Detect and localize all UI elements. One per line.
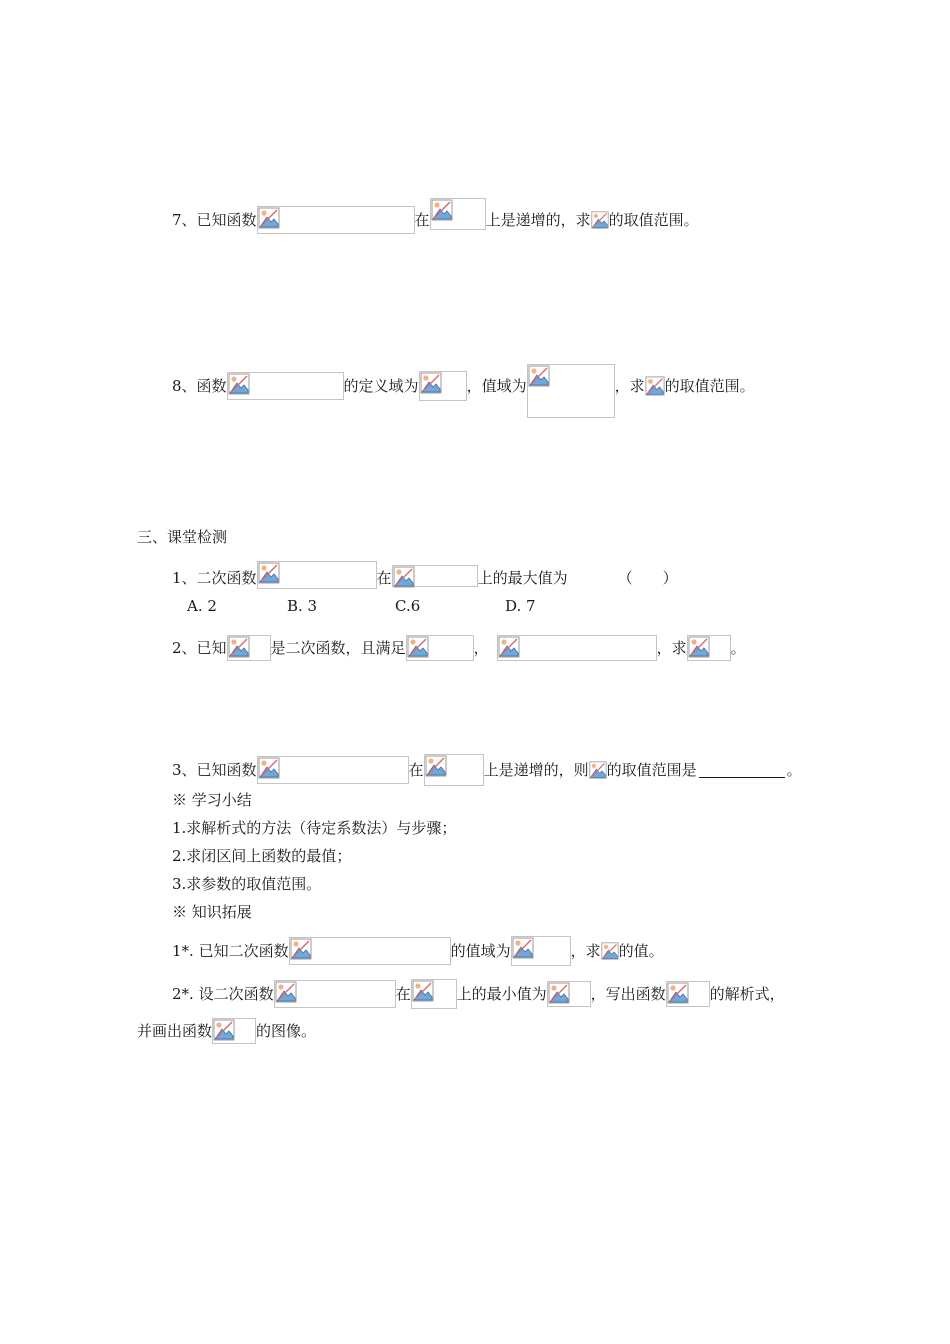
broken-image-icon	[228, 636, 250, 658]
formula-image	[589, 760, 607, 780]
check-2	[172, 635, 746, 661]
formula-image	[212, 1018, 256, 1044]
check-2-text-1: 是二次函数，且满足	[270, 639, 406, 657]
question-8-lead: 8、函数	[172, 377, 227, 395]
broken-image-icon	[645, 376, 665, 396]
summary-item-text: 2.求闭区间上函数的最值；	[172, 847, 352, 865]
formula-image	[227, 635, 271, 661]
broken-image-icon	[228, 373, 250, 395]
formula-image	[430, 198, 486, 230]
extend-2-text-3: ，写出函数	[590, 985, 666, 1003]
option-a: A. 2	[187, 597, 217, 615]
broken-image-icon	[688, 636, 710, 658]
extend-title-text: ※ 知识拓展	[172, 903, 252, 921]
check-3-text-2: 上是递增的，则	[483, 761, 589, 779]
formula-image	[257, 206, 415, 234]
summary-item	[172, 846, 351, 866]
extend-1-text-3: 的值。	[618, 942, 664, 960]
broken-image-icon	[258, 757, 280, 779]
check-3-lead: 3、已知函数	[172, 761, 257, 779]
option-b: B. 3	[287, 597, 318, 615]
extend-1	[172, 936, 664, 966]
broken-image-icon	[393, 566, 415, 588]
question-7-lead: 7、已知函数	[172, 211, 257, 229]
broken-image-icon	[213, 1019, 235, 1041]
extend-1-lead: 1*. 已知二次函数	[172, 942, 289, 960]
summary-title	[172, 790, 252, 810]
formula-image	[666, 981, 710, 1007]
formula-image	[419, 371, 467, 401]
formula-image	[392, 565, 478, 587]
check-1	[172, 567, 678, 589]
extend-1-text-1: 的值域为	[450, 942, 511, 960]
formula-image	[406, 635, 474, 661]
formula-image	[601, 941, 619, 961]
formula-image	[497, 635, 657, 661]
formula-image	[274, 980, 396, 1008]
broken-image-icon	[431, 199, 453, 221]
summary-title-text: ※ 学习小结	[172, 791, 252, 809]
broken-image-icon	[258, 562, 280, 584]
question-8-text-1: 的定义域为	[343, 377, 419, 395]
formula-image	[257, 756, 409, 784]
question-7-text-2: 上是递增的，求	[485, 211, 591, 229]
extend-2-continued	[137, 1018, 316, 1044]
broken-image-icon	[601, 941, 619, 961]
formula-image	[227, 372, 344, 400]
check-2-lead: 2、已知	[172, 639, 227, 657]
question-7-text-3: 的取值范围。	[608, 211, 699, 229]
question-8-text-4: 的取值范围。	[664, 377, 755, 395]
broken-image-icon	[528, 365, 550, 387]
broken-image-icon	[275, 981, 297, 1003]
check-2-text-3: ，求	[656, 639, 687, 657]
formula-image	[289, 937, 451, 965]
check-2-text-2: ，	[473, 639, 489, 657]
broken-image-icon	[420, 372, 442, 394]
broken-image-icon	[667, 982, 689, 1004]
broken-image-icon	[512, 937, 534, 959]
question-8	[172, 354, 755, 418]
broken-image-icon	[412, 980, 434, 1002]
extend-2-lead: 2*. 设二次函数	[172, 985, 274, 1003]
broken-image-icon	[258, 207, 280, 229]
formula-image	[527, 364, 615, 418]
check-3-text-1: 在	[408, 761, 424, 779]
broken-image-icon	[425, 755, 447, 777]
question-8-text-3: ，求	[614, 377, 645, 395]
formula-image	[645, 376, 665, 396]
summary-item	[172, 818, 456, 838]
check-1-options	[187, 596, 536, 616]
formula-image	[687, 635, 731, 661]
formula-image	[591, 211, 609, 229]
option-c: C.6	[395, 597, 421, 615]
question-7	[172, 206, 699, 234]
summary-item-text: 1.求解析式的方法（待定系数法）与步骤；	[172, 819, 457, 837]
check-2-text-4: 。	[730, 639, 746, 657]
check-1-text-1: 在	[376, 569, 392, 587]
formula-image	[257, 561, 377, 589]
check-1-lead: 1、二次函数	[172, 569, 257, 587]
option-d: D. 7	[505, 597, 536, 615]
extend-2b-text-1: 并画出函数	[137, 1022, 213, 1040]
formula-image	[511, 936, 571, 966]
broken-image-icon	[589, 760, 607, 780]
extend-2	[172, 979, 785, 1009]
section-3-title-text: 三、课堂检测	[137, 528, 228, 546]
extend-2-text-1: 在	[395, 985, 411, 1003]
formula-image	[424, 754, 484, 786]
summary-item	[172, 874, 321, 894]
broken-image-icon	[498, 636, 520, 658]
broken-image-icon	[591, 211, 609, 229]
answer-blank	[699, 763, 785, 778]
broken-image-icon	[548, 982, 570, 1004]
question-8-text-2: ，值域为	[466, 377, 527, 395]
check-3	[172, 754, 802, 786]
formula-image	[547, 981, 591, 1007]
extend-2b-text-2: 的图像。	[256, 1022, 317, 1040]
formula-image	[411, 979, 457, 1009]
section-3-title	[137, 527, 227, 547]
broken-image-icon	[407, 636, 429, 658]
extend-title	[172, 902, 252, 922]
extend-2-text-2: 上的最小值为	[456, 985, 547, 1003]
broken-image-icon	[290, 938, 312, 960]
extend-2-text-4: 的解析式，	[709, 985, 785, 1003]
extend-1-text-2: ，求	[570, 942, 601, 960]
check-1-text-2: 上的最大值为	[477, 569, 568, 587]
check-3-text-4: 。	[786, 761, 802, 779]
summary-item-text: 3.求参数的取值范围。	[172, 875, 322, 893]
check-1-answer-paren: （ ）	[617, 569, 678, 587]
check-3-text-3: 的取值范围是	[606, 761, 697, 779]
question-7-text-1: 在	[414, 211, 430, 229]
